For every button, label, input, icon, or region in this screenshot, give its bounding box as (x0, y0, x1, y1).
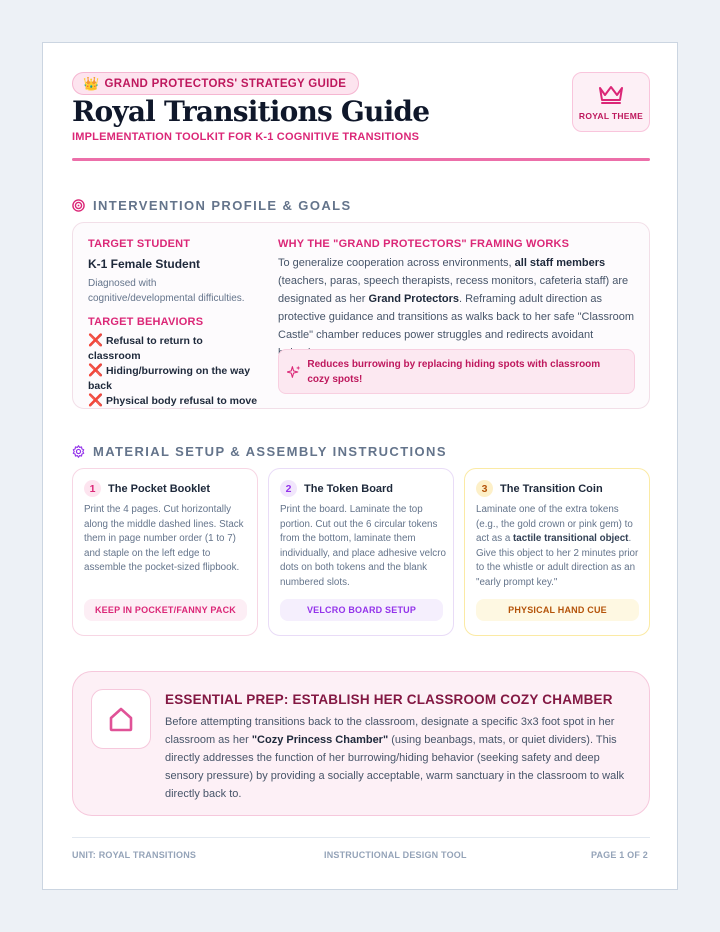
material-card-transition-coin (464, 468, 650, 636)
home-icon-box (91, 689, 151, 749)
header-divider (72, 158, 650, 161)
prep-text-bold: "Cozy Princess Chamber" (251, 734, 389, 746)
material-instructions: Print the board. Laminate the top portion. Cut out the 6 circular tokens from the bottom, laminate them individually, and place adhesive velcro dots on both tokens and the blank numbered slots. (280, 504, 446, 588)
prep-text (165, 713, 640, 803)
target-behaviors-label: TARGET BEHAVIORS (88, 316, 204, 328)
profile-heading-text: INTERVENTION PROFILE & GOALS (93, 198, 352, 213)
materials-section-heading (72, 444, 447, 459)
why-text-bold: all staff members (514, 257, 606, 269)
guide-tag-pill (72, 72, 359, 95)
behavior-text: Hiding/burrowing on the way back (88, 365, 251, 392)
why-framing-label: WHY THE "GRAND PROTECTORS" FRAMING WORKS (278, 238, 570, 250)
materials-heading-text: MATERIAL SETUP & ASSEMBLY INSTRUCTIONS (93, 444, 447, 459)
material-tag: VELCRO BOARD SETUP (280, 599, 443, 621)
behaviors-list (88, 333, 258, 409)
diagnosis-line: cognitive/developmental difficulties. (88, 293, 245, 304)
step-number-badge: 1 (84, 480, 101, 497)
student-description: K-1 Female Student (88, 257, 201, 271)
material-card-pocket-booklet (72, 468, 258, 636)
cross-mark-icon: ❌ (88, 363, 103, 377)
cross-mark-icon: ❌ (88, 333, 103, 347)
target-icon (72, 199, 85, 212)
behavior-item (88, 363, 258, 393)
why-text-bold: Grand Protectors (368, 293, 459, 305)
instructions-part: Laminate one of the extra tokens (e.g., the gold crown or pink gem) to act as a (476, 504, 633, 545)
material-card-header (476, 480, 603, 497)
why-text-part: (teachers, paras, speech therapists, recess monitors, cafeteria staff) are designated as her (278, 275, 629, 305)
material-name: The Transition Coin (500, 482, 603, 495)
callout-text: Reduces burrowing by replacing hiding spots with classroom cozy spots! (307, 358, 601, 385)
page-title: Royal Transitions Guide (72, 95, 430, 128)
material-tag: KEEP IN POCKET/FANNY PACK (84, 599, 247, 621)
profile-section-heading (72, 198, 352, 213)
footer-divider (72, 837, 650, 838)
footer-unit: UNIT: ROYAL TRANSITIONS (72, 850, 197, 860)
sparkle-icon (287, 364, 301, 380)
royal-theme-badge (572, 72, 650, 132)
diagnosis-text (88, 276, 245, 306)
burrowing-callout (278, 349, 635, 394)
page-subtitle: IMPLEMENTATION TOOLKIT FOR K-1 COGNITIVE TRANSITIONS (72, 131, 420, 143)
material-instructions (476, 503, 642, 591)
prep-heading: ESSENTIAL PREP: ESTABLISH HER CLASSROOM COZY CHAMBER (165, 692, 613, 707)
material-tag: PHYSICAL HAND CUE (476, 599, 639, 621)
guide-tag-label: GRAND PROTECTORS' STRATEGY GUIDE (104, 77, 347, 90)
behavior-item (88, 393, 258, 409)
target-student-label: TARGET STUDENT (88, 238, 191, 250)
prep-text-part: Before attempting transitions back to the classroom, designate a specific 3x3 foot spot in her classroom as her (165, 716, 615, 746)
behavior-text: Refusal to return to classroom (88, 335, 203, 362)
diagnosis-line: Diagnosed with (88, 278, 157, 289)
step-number-badge: 2 (280, 480, 297, 497)
material-instructions: Print the 4 pages. Cut horizontally along the middle dashed lines. Stack them in page number order (1 to 7) and staple on the left edge to assemble the pocket-sized flipbook. (84, 504, 244, 574)
essential-prep-panel (72, 671, 650, 816)
guide-page (42, 42, 678, 890)
home-icon (106, 704, 136, 734)
cross-mark-icon: ❌ (88, 393, 103, 407)
footer-tool: INSTRUCTIONAL DESIGN TOOL (324, 850, 467, 860)
why-text-part: To generalize cooperation across environments, (278, 257, 515, 269)
gear-icon (72, 445, 85, 458)
behavior-text: Physical body refusal to move (105, 395, 258, 407)
material-card-header (84, 480, 210, 497)
crown-icon (597, 83, 625, 105)
material-name: The Token Board (304, 482, 394, 495)
prep-text-part: (using beanbags, mats, or quiet dividers). This directly addresses the function of her burrowing/hiding behavior (seeking safety and deep sensory pressure) by providing a socially acceptable, warm sanctuary in the classroom to walk directly back to. (165, 734, 625, 800)
intervention-profile-card (72, 222, 650, 409)
theme-badge-label: ROYAL THEME (578, 111, 644, 121)
instructions-bold: tactile transitional object (513, 533, 629, 545)
material-name: The Pocket Booklet (108, 482, 211, 495)
material-card-token-board (268, 468, 454, 636)
material-card-header (280, 480, 393, 497)
why-text-part: . Reframing adult direction as protective guidance and transitions as walks back to her safe "Classroom Castle" chamber reduces power struggles and redirects avoidant (278, 293, 635, 341)
instructions-part: . Give this object to her 2 minutes prior to the whistle or adult direction as an "early prompt key." (476, 533, 639, 588)
why-framing-text (278, 254, 636, 362)
crown-emoji-icon: 👑 (83, 76, 100, 91)
footer-page-number: PAGE 1 OF 2 (590, 850, 648, 860)
step-number-badge: 3 (476, 480, 493, 497)
behavior-item (88, 333, 258, 363)
